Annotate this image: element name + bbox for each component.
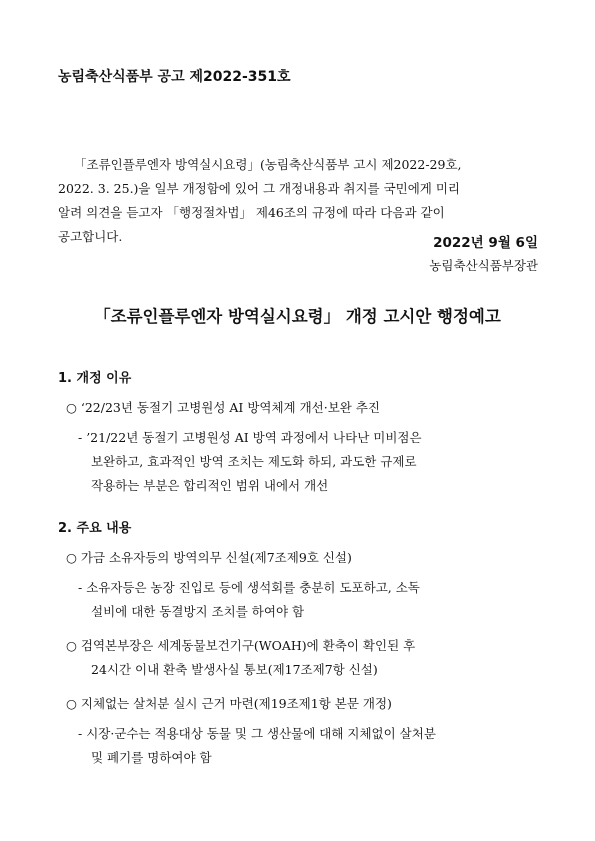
intro-line-4: 공고합니다.: [58, 229, 123, 244]
notice-date: 2022년 9월 6일: [433, 235, 538, 251]
intro-line-1: 「조류인플루엔자 방역실시요령」(농림축산식품부 고시 제2022-29호,: [74, 157, 462, 172]
section-2-item-2-line-2: 24시간 이내 환축 발생사실 통보(제17조제7항 신설): [91, 662, 378, 677]
intro-line-3: 알려 의견을 듣고자 「행정절차법」 제46조의 규정에 따라 다음과 같이: [58, 205, 445, 220]
section-2-item-3-dash-line-2: 및 폐기를 명하여야 함: [91, 750, 212, 765]
section-2-item-3-bullet: ○ 지체없는 살처분 실시 근거 마련(제19조제1항 본문 개정): [66, 696, 392, 711]
section-2-item-3-dash-line-1: - 시장·군수는 적용대상 동물 및 그 생산물에 대해 지체없이 살처분: [78, 726, 436, 741]
section-2-item-1-dash-line-1: - 소유자등은 농장 진입로 등에 생석회를 충분히 도포하고, 소독: [78, 580, 420, 595]
document-title: 「조류인플루엔자 방역실시요령」 개정 고시안 행정예고: [94, 307, 501, 326]
section-1-dash-line-2: 보완하고, 효과적인 방역 조치는 제도화 하되, 과도한 규제로: [91, 454, 417, 469]
section-1-dash-line-3: 작용하는 부분은 합리적인 범위 내에서 개선: [91, 478, 329, 493]
section-2-item-2-line-1: ○ 검역본부장은 세계동물보건기구(WOAH)에 환축이 확인된 후: [66, 638, 416, 653]
notice-number: 농림축산식품부 공고 제2022-351호: [58, 69, 291, 85]
intro-line-2: 2022. 3. 25.)을 일부 개정함에 있어 그 개정내용과 취지를 국민에게 미리: [58, 181, 461, 196]
section-1-bullet: ○ ‘22/23년 동절기 고병원성 AI 방역체계 개선·보완 추진: [66, 400, 381, 415]
section-1-heading: 1. 개정 이유: [58, 371, 132, 386]
signer: 농림축산식품부장관: [429, 258, 538, 273]
section-1-dash-line-1: - ’21/22년 동절기 고병원성 AI 방역 과정에서 나타난 미비점은: [78, 430, 422, 445]
section-2-item-1-dash-line-2: 설비에 대한 동결방지 조치를 하여야 함: [91, 604, 305, 619]
section-2-item-1-bullet: ○ 가금 소유자등의 방역의무 신설(제7조제9호 신설): [66, 550, 352, 565]
section-2-heading: 2. 주요 내용: [58, 521, 132, 536]
